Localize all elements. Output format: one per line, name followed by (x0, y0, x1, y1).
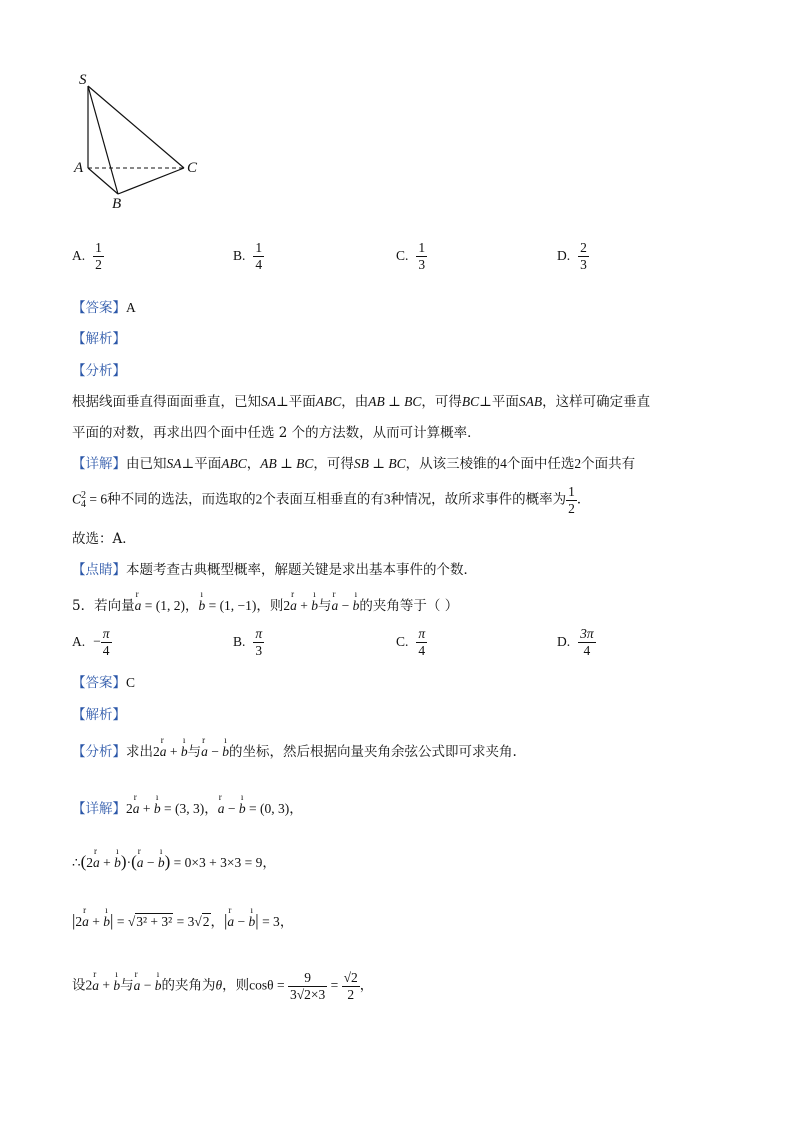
q4-jiexi-tag: 【解析】 (72, 331, 126, 347)
q4-option-b: B. $\frac{1}{4}$ (233, 240, 263, 272)
q4-option-d: D. $\frac{2}{3}$ (557, 240, 587, 272)
q4-xiangjie-line2: $C_4^2 = 6$种不同的选法，而选取的2个表面互相垂直的有3种情况，故所求事件的概率为 $\frac{1}{2}$ ． (72, 484, 591, 516)
q4-option-c: C. $\frac{1}{3}$ (396, 240, 426, 272)
q5-option-d: D. $\frac{3\pi}{4}$ (557, 626, 594, 658)
q5-answer: 【答案】C (72, 675, 136, 691)
tetrahedron-figure (60, 68, 220, 218)
vertex-label-s: S (79, 72, 87, 88)
q5-jiexi-tag: 【解析】 (72, 707, 126, 723)
vertex-label-c: C (187, 160, 198, 176)
q5-xiangjie-line4: 设2r a + ı b与r a − ı b的夹角为θ，则cosθ = $\frac{9}{3√2\times 3}$ = $\frac{√2}{2}$ ， (72, 970, 373, 1002)
q4-dianjing: 【点睛】本题考查古典概型概率，解题关键是求出基本事件的个数． (72, 562, 477, 578)
q4-fenxi-tag: 【分析】 (72, 363, 126, 379)
q4-guxuan: 故选：A． (72, 531, 136, 547)
vertex-label-a: A (74, 160, 84, 176)
q4-answer: 【答案】A (72, 300, 136, 316)
q5-xiangjie-line3: |2r a + ı b| = √3² + 3² = 3√2，|r a − ı b| = 3， (72, 910, 293, 931)
q5-xiangjie-line1: 【详解】2r a + ı b = (3, 3)，r a − ı b = (0, 3)， (72, 797, 303, 817)
q4-xiangjie-line1: 【详解】由已知SA⊥平面ABC，AB ⊥ BC，可得SB ⊥ BC，从该三棱锥的4个面中任选2个面共有 (72, 456, 636, 472)
q5-option-c: C. $\frac{\pi}{4}$ (396, 626, 426, 658)
q5-stem: 5．若向量r a = (1, 2)，ı b = (1, −1)，则2r a + ı b与r a − ı b的夹角等于（ ） (72, 594, 458, 614)
q4-fenxi-line1: 根据线面垂直得面面垂直，已知SA⊥平面ABC，由AB ⊥ BC，可得BC⊥平面SAB，这样可确定垂直 (72, 394, 651, 410)
q4-option-a: A. $\frac{1}{2}$ (72, 240, 102, 272)
q4-fenxi-line2: 平面的对数，再求出四个面中任选 2 个的方法数，从而可计算概率． (72, 425, 481, 441)
q5-option-b: B. $\frac{\pi}{3}$ (233, 626, 263, 658)
q5-fenxi: 【分析】求出2r a + ı b与r a − ı b的坐标，然后根据向量夹角余弦公式即可求夹角. (72, 740, 517, 760)
q5-xiangjie-line2: ∴(2r a + ı b)·(r a − ı b) = 0×3 + 3×3 = 9， (72, 851, 276, 872)
q5-option-a: A. − $\frac{\pi}{4}$ (72, 626, 110, 658)
vertex-label-b: B (112, 196, 122, 212)
